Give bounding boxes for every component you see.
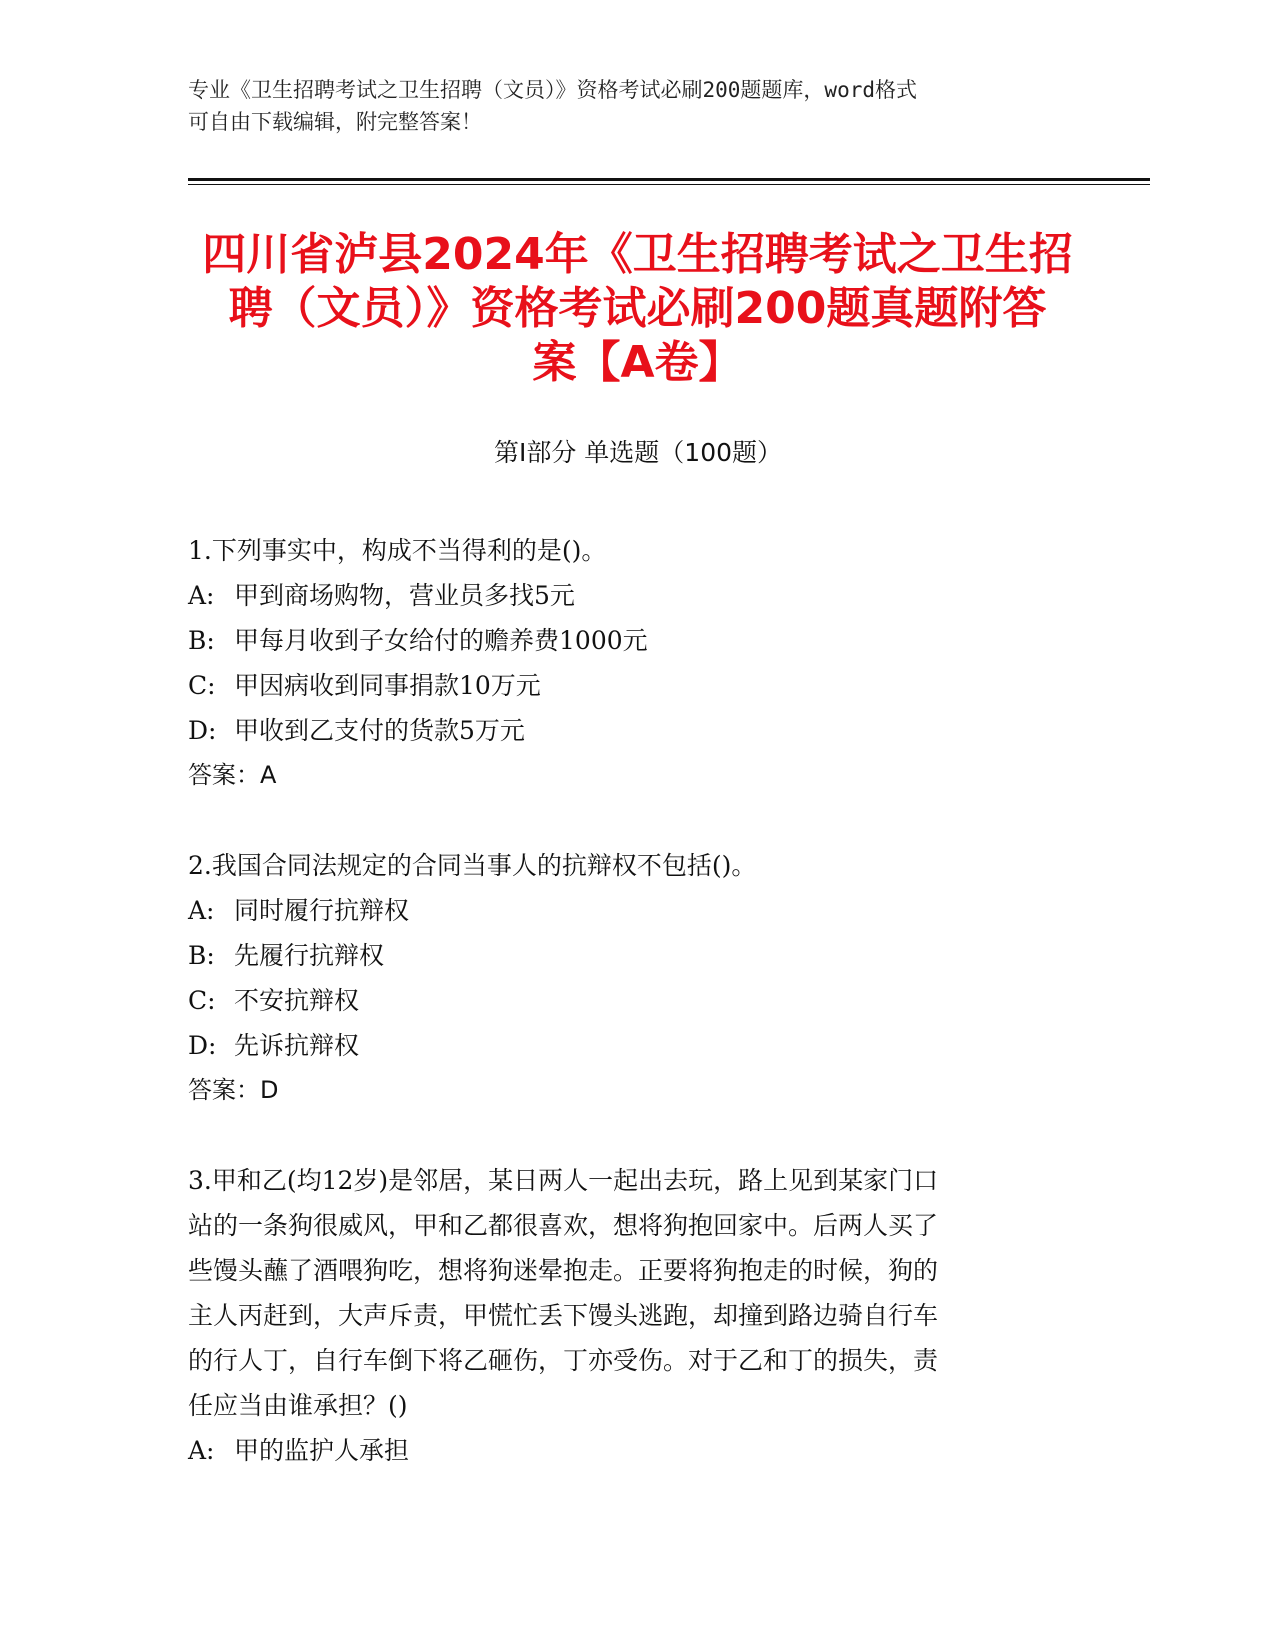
option-c	[188, 663, 1078, 708]
option-d	[188, 1023, 1078, 1068]
question-stem: 2.我国合同法规定的合同当事人的抗辩权不包括()。	[188, 851, 757, 880]
option-label: D:	[188, 1031, 217, 1060]
option-c	[188, 978, 1078, 1023]
question-stem-line: 的行人丁，自行车倒下将乙砸伤，丁亦受伤。对于乙和丁的损失，责	[188, 1346, 939, 1375]
option-a	[188, 888, 1078, 933]
option-label: B:	[188, 626, 215, 655]
title-line-2: 聘（文员）》资格考试必刷200题真题附答	[228, 283, 1047, 334]
title-line-3: 案【A卷】	[532, 337, 743, 388]
option-a	[188, 573, 1078, 618]
header-divider-thick	[188, 178, 1150, 181]
option-label: B:	[188, 941, 215, 970]
option-text: 甲因病收到同事捐款10万元	[234, 671, 541, 700]
title-line-1: 四川省泸县2024年《卫生招聘考试之卫生招	[202, 229, 1073, 280]
header-note-line-2: 可自由下载编辑，附完整答案！	[188, 110, 482, 134]
question-list	[188, 528, 1078, 1518]
question-stem-line: 站的一条狗很威风，甲和乙都很喜欢，想将狗抱回家中。后两人买了	[188, 1211, 939, 1240]
option-label: A:	[188, 1436, 215, 1465]
question-stem-line: 任应当由谁承担？()	[188, 1391, 408, 1420]
question-stem-line: 主人丙赶到，大声斥责，甲慌忙丢下馒头逃跑，却撞到路边骑自行车	[188, 1301, 939, 1330]
option-d	[188, 708, 1078, 753]
header-note-line-1: 专业《卫生招聘考试之卫生招聘（文员）》资格考试必刷200题题库，word格式	[188, 78, 917, 102]
question-stem-line: 3.甲和乙(均12岁)是邻居，某日两人一起出去玩，路上见到某家门口	[188, 1166, 939, 1195]
question-2	[188, 843, 1078, 1113]
question-stem-line: 些馒头蘸了酒喂狗吃，想将狗迷晕抱走。正要将狗抱走的时候，狗的	[188, 1256, 939, 1285]
answer-line: 答案：D	[188, 1076, 279, 1104]
option-text: 先诉抗辩权	[234, 1031, 360, 1060]
document-title	[150, 228, 1125, 390]
option-text: 甲每月收到子女给付的赡养费1000元	[234, 626, 648, 655]
option-label: C:	[188, 986, 216, 1015]
option-text: 先履行抗辩权	[234, 941, 385, 970]
section-heading: 第Ⅰ部分 单选题（100题）	[493, 438, 783, 467]
option-text: 同时履行抗辩权	[234, 896, 410, 925]
question-1	[188, 528, 1078, 798]
header-divider-thin	[188, 184, 1150, 185]
option-label: C:	[188, 671, 216, 700]
option-label: A:	[188, 581, 215, 610]
option-text: 甲到商场购物，营业员多找5元	[234, 581, 575, 610]
option-text: 甲收到乙支付的货款5万元	[234, 716, 525, 745]
header-note	[188, 74, 1068, 138]
question-3	[188, 1158, 1078, 1473]
option-b	[188, 618, 1078, 663]
answer-line: 答案：A	[188, 761, 277, 789]
option-text: 甲的监护人承担	[234, 1436, 410, 1465]
option-label: A:	[188, 896, 215, 925]
option-text: 不安抗辩权	[234, 986, 360, 1015]
option-b	[188, 933, 1078, 978]
question-stem: 1.下列事实中，构成不当得利的是()。	[188, 536, 607, 565]
option-a	[188, 1428, 1078, 1473]
option-label: D:	[188, 716, 217, 745]
